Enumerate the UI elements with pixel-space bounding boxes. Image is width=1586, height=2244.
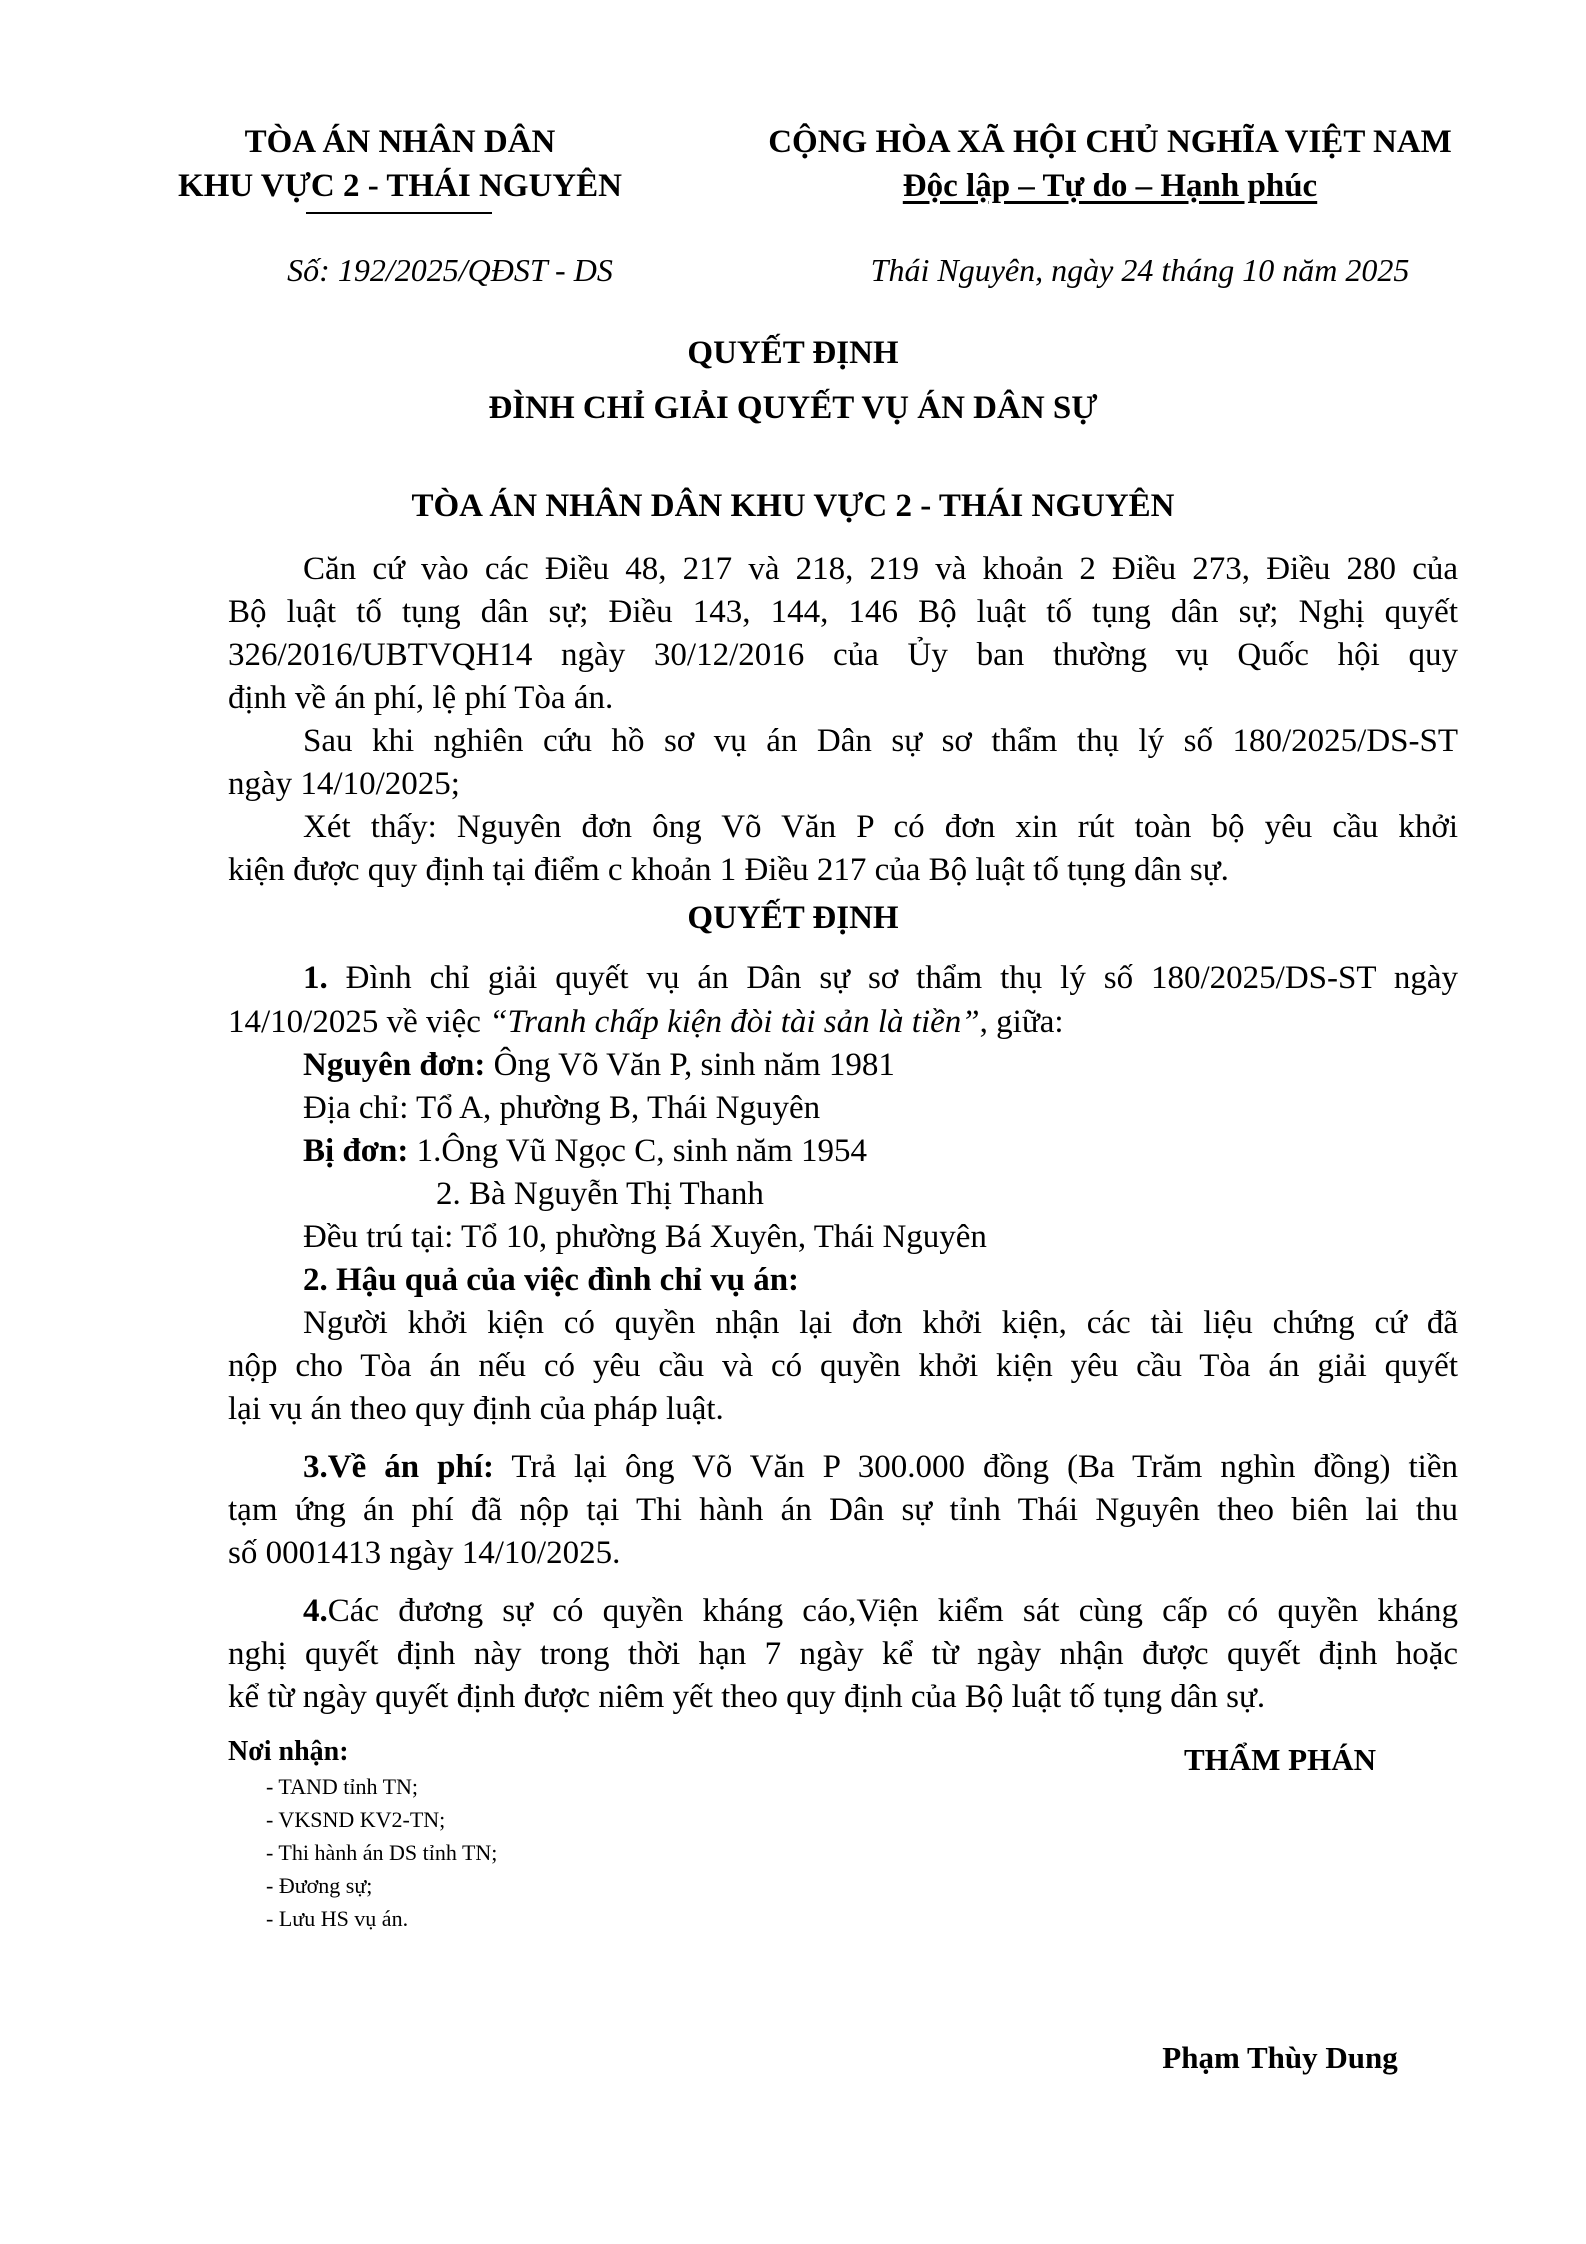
recipient-item: - TAND tỉnh TN; xyxy=(266,1774,419,1799)
preamble-line: Sau khi nghiên cứu hồ sơ vụ án Dân sự sơ thẩm thụ lý số 180/2025/DS-ST xyxy=(303,723,1458,759)
recipient-item: - VKSND KV2-TN; xyxy=(266,1807,446,1832)
preamble-line: định về án phí, lệ phí Tòa án. xyxy=(228,680,614,716)
court-name-line2: KHU VỰC 2 - THÁI NGUYÊN xyxy=(177,168,622,204)
court-name-line1: TÒA ÁN NHÂN DÂN xyxy=(244,124,556,160)
recipients-label: Nơi nhận: xyxy=(228,1736,349,1767)
item1-line2-pre: 14/10/2025 về việc xyxy=(228,1004,490,1040)
decision-heading: QUYẾT ĐỊNH xyxy=(687,900,899,936)
national-motto xyxy=(700,170,1520,203)
recipient-item: - Đương sự; xyxy=(266,1873,373,1898)
document-title: QUYẾT ĐỊNH xyxy=(687,335,899,371)
preamble-line: Xét thấy: Nguyên đơn ông Võ Văn P có đơn xin rút toàn bộ yêu cầu khởi xyxy=(303,809,1458,845)
item1-text: Đình chỉ giải quyết vụ án Dân sự sơ thẩm thụ lý số 180/2025/DS-ST ngày xyxy=(327,960,1458,996)
item2-line: Người khởi kiện có quyền nhận lại đơn khởi kiện, các tài liệu chứng cứ đã xyxy=(303,1305,1458,1341)
signer-title: THẨM PHÁN xyxy=(1183,1742,1376,1777)
national-title: CỘNG HÒA XÃ HỘI CHỦ NGHĨA VIỆT NAM xyxy=(768,124,1452,160)
defendant-line xyxy=(303,1135,867,1168)
plaintiff-value: Ông Võ Văn P, sinh năm 1981 xyxy=(485,1047,895,1083)
court-name-underline xyxy=(306,212,492,214)
item1-line2 xyxy=(228,1006,1064,1039)
issuing-court: TÒA ÁN NHÂN DÂN KHU VỰC 2 - THÁI NGUYÊN xyxy=(411,488,1175,524)
item2-heading: 2. Hậu quả của việc đình chỉ vụ án: xyxy=(303,1262,800,1298)
item4-line2: nghị quyết định này trong thời hạn 7 ngày kể từ ngày nhận được quyết định hoặc xyxy=(228,1636,1458,1672)
item2-line: lại vụ án theo quy định của pháp luật. xyxy=(228,1391,724,1427)
preamble-line: kiện được quy định tại điểm c khoản 1 Điều 217 của Bộ luật tố tụng dân sự. xyxy=(228,852,1229,888)
item4-line3: kể từ ngày quyết định được niêm yết theo quy định của Bộ luật tố tụng dân sự. xyxy=(228,1679,1266,1715)
document-subtitle: ĐÌNH CHỈ GIẢI QUYẾT VỤ ÁN DÂN SỰ xyxy=(488,390,1098,426)
recipient-item: - Lưu HS vụ án. xyxy=(266,1906,409,1931)
item3-line3: số 0001413 ngày 14/10/2025. xyxy=(228,1535,621,1571)
item1-line1 xyxy=(303,962,1458,995)
item3-text: Trả lại ông Võ Văn P 300.000 đồng (Ba Trăm nghìn đồng) tiền xyxy=(493,1449,1458,1485)
signer-name: Phạm Thùy Dung xyxy=(1162,2040,1398,2075)
item3-line2: tạm ứng án phí đã nộp tại Thi hành án Dân sự tỉnh Thái Nguyên theo biên lai thu xyxy=(228,1492,1458,1528)
national-motto-text: Độc lập – Tự do – Hạnh phúc xyxy=(902,168,1318,204)
item3-line1 xyxy=(303,1451,1458,1484)
place-and-date: Thái Nguyên, ngày 24 tháng 10 năm 2025 xyxy=(870,252,1410,288)
item1-number: 1. xyxy=(303,960,328,996)
item4-text: Các đương sự có quyền kháng cáo,Viện kiểm sát cùng cấp có quyền kháng xyxy=(327,1593,1458,1629)
document-number: Số: 192/2025/QĐST - DS xyxy=(287,252,613,288)
preamble-line: Bộ luật tố tụng dân sự; Điều 143, 144, 146 Bộ luật tố tụng dân sự; Nghị quyết xyxy=(228,594,1458,630)
item4-label: 4. xyxy=(303,1593,328,1629)
item1-line2-post: , giữa: xyxy=(979,1004,1064,1040)
preamble-line: 326/2016/UBTVQH14 ngày 30/12/2016 của Ủy ban thường vụ Quốc hội quy xyxy=(228,637,1458,673)
plaintiff-address: Địa chỉ: Tổ A, phường B, Thái Nguyên xyxy=(303,1090,821,1126)
defendant-value-2: 2. Bà Nguyễn Thị Thanh xyxy=(436,1176,764,1212)
preamble-line: Căn cứ vào các Điều 48, 217 và 218, 219 và khoản 2 Điều 273, Điều 280 của xyxy=(303,551,1458,587)
defendant-address: Đều trú tại: Tổ 10, phường Bá Xuyên, Thái Nguyên xyxy=(303,1219,987,1255)
item4-line1 xyxy=(303,1595,1458,1628)
case-subject: “Tranh chấp kiện đòi tài sản là tiền” xyxy=(489,1004,980,1040)
item3-label: 3.Về án phí: xyxy=(303,1449,494,1485)
plaintiff-label: Nguyên đơn: xyxy=(303,1047,486,1083)
defendant-label: Bị đơn: xyxy=(303,1133,409,1169)
preamble-line: ngày 14/10/2025; xyxy=(228,766,460,802)
recipient-item: - Thi hành án DS tỉnh TN; xyxy=(266,1840,498,1865)
item2-line: nộp cho Tòa án nếu có yêu cầu và có quyền khởi kiện yêu cầu Tòa án giải quyết xyxy=(228,1348,1458,1384)
plaintiff-line xyxy=(303,1049,895,1082)
defendant-value-1: 1.Ông Vũ Ngọc C, sinh năm 1954 xyxy=(408,1133,868,1169)
